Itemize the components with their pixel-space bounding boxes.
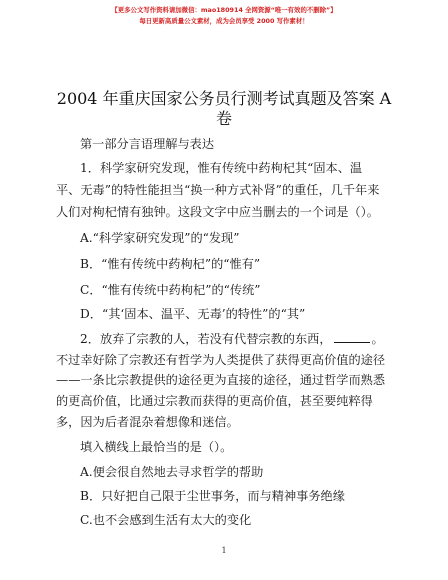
question-1-stem-line-3: 人们对枸杞情有独钟。这段文字中应当删去的一个词是（）。 — [56, 205, 379, 219]
page-number: 1 — [221, 546, 227, 555]
question-2-stem-line-3: ——一条比宗教提供的途径更为直接的途径，通过哲学而熟悉 — [56, 373, 386, 387]
answer-blank — [334, 330, 370, 343]
question-2-stem-line-5: 多，因为后者混杂着想像和迷信。 — [56, 415, 239, 429]
question-2-prompt: 填入横线上最恰当的是（）。 — [80, 440, 233, 454]
question-1-option-a: A.“科学家研究发现”的“发现” — [80, 231, 240, 245]
question-2-stem-line-2: 不过幸好除了宗教还有哲学为人类提供了获得更高价值的途径 — [56, 353, 386, 367]
promo-banner-line-2: 每日更新高质量公文素材，成为会员享受 2000 写作素材！ — [139, 17, 309, 25]
question-1-option-d: D．“其‘固本、温平、无毒’的特性”的“其” — [80, 307, 306, 321]
question-2-stem-before-blank: 2．放弃了宗教的人，若没有代替宗教的东西， — [80, 332, 332, 346]
document-title-line-1: 2004 年重庆国家公务员行测考试真题及答案 A — [56, 89, 392, 108]
question-2-option-a: A.便会很自然地去寻求哲学的帮助 — [80, 465, 264, 479]
question-1-option-b: B．“惟有传统中药枸杞”的“惟有” — [80, 257, 261, 271]
document-title-line-2: 卷 — [215, 109, 232, 128]
question-1-stem-line-1: 1．科学家研究发现，惟有传统中药枸杞其“固本、温 — [80, 161, 363, 175]
question-2-option-c: C.也不会感到生活有太大的变化 — [80, 513, 252, 527]
promo-banner-line-1: 【更多公文写作资料请加微信：mao180914 全网资源“唯一有效的不删除”】 — [111, 6, 337, 14]
question-2-stem-line-4: 的更高价值，比通过宗教而获得的更高价值，甚至要纯粹得 — [56, 394, 373, 408]
question-2-stem-line-1 — [80, 330, 384, 347]
question-1-stem-line-2: 平、无毒”的特性能担当“换一种方式补肾”的重任，几千年来 — [56, 183, 380, 197]
question-2-stem-after-blank: 。 — [371, 332, 384, 346]
section-heading: 第一部分言语理解与表达 — [80, 137, 215, 151]
question-1-option-c: C．“惟有传统中药枸杞”的“传统” — [80, 283, 261, 297]
question-2-option-b: B．只好把自己限于尘世事务，而与精神事务绝缘 — [80, 489, 345, 503]
